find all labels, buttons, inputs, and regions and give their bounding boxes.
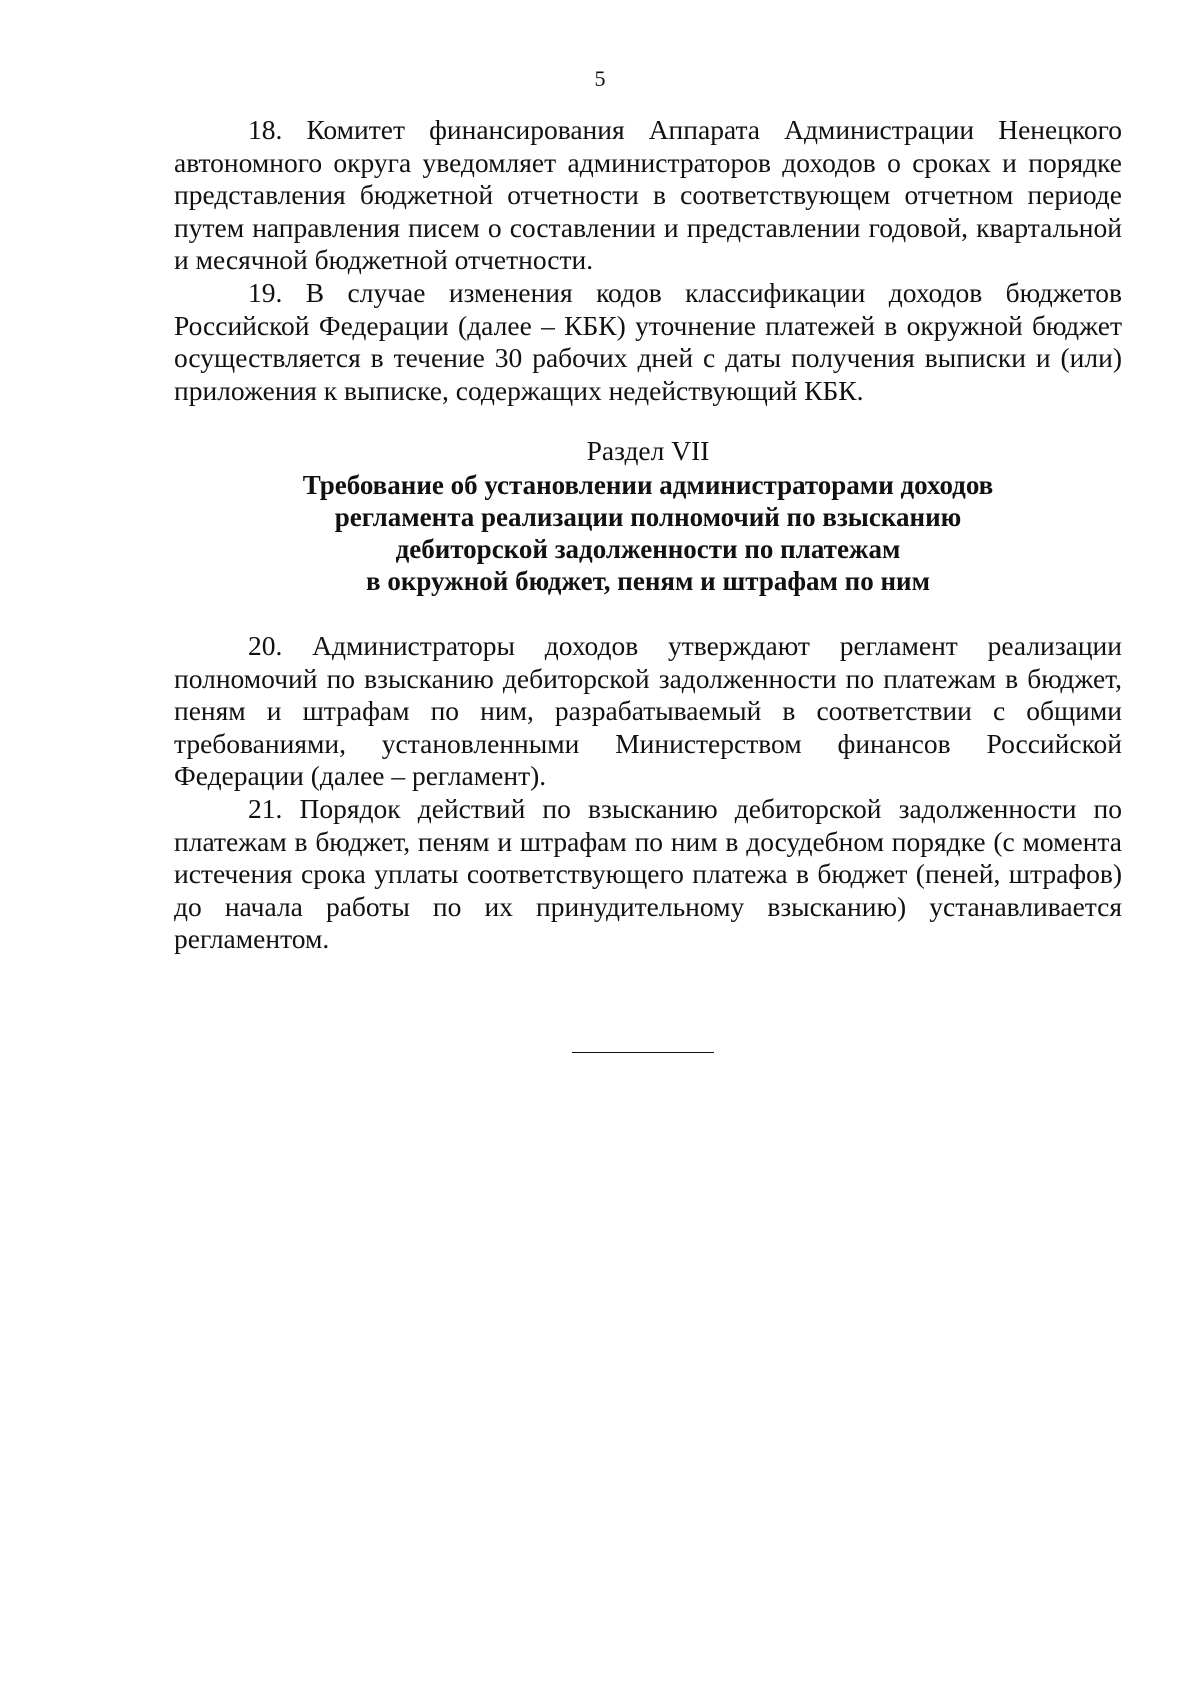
section-label: Раздел VII <box>586 435 710 466</box>
page-number: 5 <box>594 66 606 91</box>
section-title-line-1: Требование об установлении администраторами доходов <box>302 470 994 500</box>
paragraphs-top <box>174 114 1122 407</box>
section-title-line-2: регламента реализации полномочий по взысканию <box>334 502 962 532</box>
paragraph-18: 18. Комитет финансирования Аппарата Администрации Ненецкого автономного округа уведомляет администраторов доходов о сроках и порядке представления бюджетной отчетности в соответствующем отчетном периоде путем направления писем о составлении и представлении годовой, квартальной и месячной бюджетной отчетности. <box>174 114 1122 276</box>
paragraph-19: 19. В случае изменения кодов классификации доходов бюджетов Российской Федерации (далее – КБК) уточнение платежей в окружной бюджет осуществляется в течение 30 рабочих дней с даты получения выписки и (или) приложения к выписке, содержащих недействующий КБК. <box>174 276 1122 406</box>
section-title-line-4: в окружной бюджет, пеням и штрафам по ним <box>365 566 930 596</box>
section-heading <box>174 435 1122 597</box>
paragraph-21: 21. Порядок действий по взысканию дебиторской задолженности по платежам в бюджет, пеням и штрафам по ним в досудебном порядке (с момента истечения срока уплаты соответствующего платежа в бюджет (пеней, штрафов) до начала работы по их принудительному взысканию) устанавливается регламентом. <box>174 792 1122 955</box>
paragraph-20: 20. Администраторы доходов утверждают регламент реализации полномочий по взысканию дебиторской задолженности по платежам в бюджет, пеням и штрафам по ним, разрабатываемый в соответствии с общими требованиями, установленными Министерством финансов Российской Федерации (далее – регламент). <box>174 630 1122 792</box>
section-title-line-3: дебиторской задолженности по платежам <box>395 534 901 564</box>
end-of-document-rule <box>572 1052 714 1053</box>
paragraphs-bottom <box>174 630 1122 956</box>
